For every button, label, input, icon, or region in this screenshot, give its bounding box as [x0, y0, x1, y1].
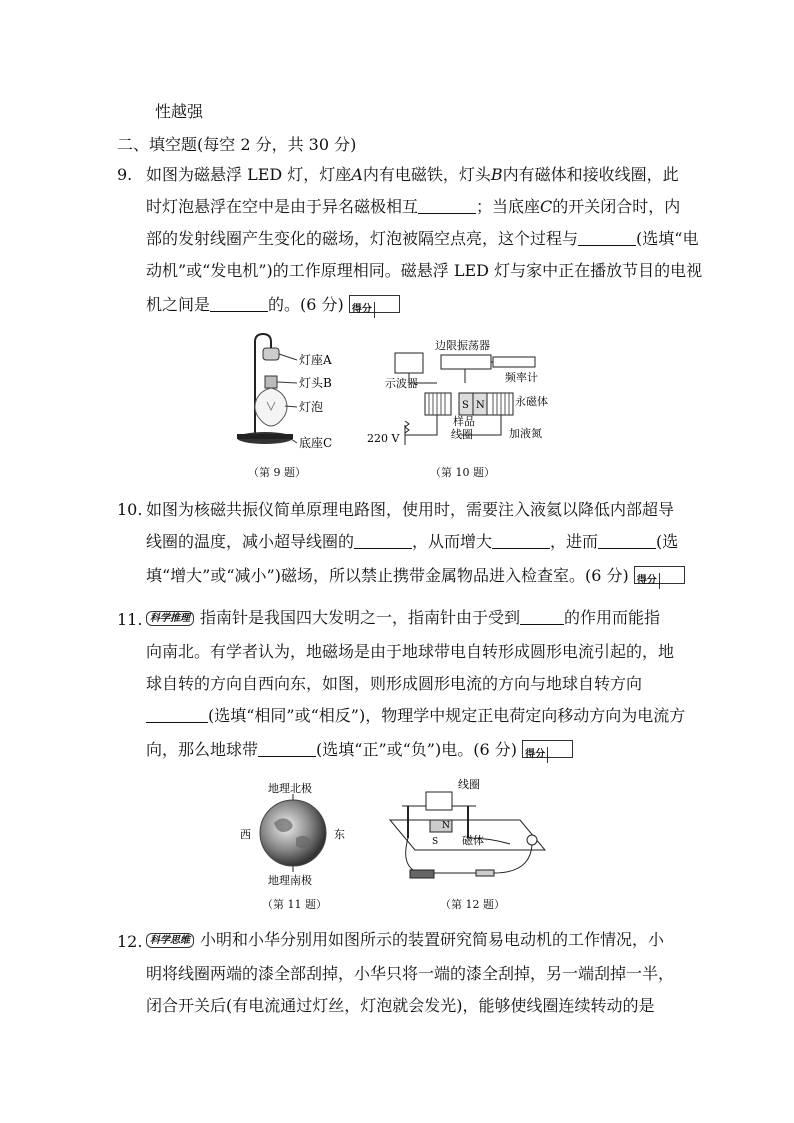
label-s-pole: S — [462, 400, 469, 411]
answer-blank[interactable] — [492, 534, 550, 549]
figure-9-lamp — [225, 330, 355, 455]
tag-science-thinking: 科学思维 — [146, 933, 194, 948]
q11-number: 11. — [117, 610, 143, 629]
label-frequency-meter: 频率计 — [505, 371, 538, 384]
label-voltage: 220 V — [367, 432, 400, 445]
label-magnet: 永磁体 — [515, 395, 548, 408]
answer-blank[interactable] — [210, 297, 268, 312]
label-bulb: 灯泡 — [299, 400, 324, 414]
label-geo-south: 地理南极 — [268, 874, 312, 887]
figure-12-motor — [380, 778, 560, 888]
label-sample: 样品 — [453, 415, 475, 428]
answer-blank[interactable] — [146, 708, 208, 723]
score-box[interactable]: 得分 — [634, 566, 685, 584]
label-oscilloscope: 示波器 — [385, 377, 418, 390]
section-title: 二、填空题(每空 2 分，共 30 分) — [117, 135, 357, 154]
answer-blank[interactable] — [354, 534, 412, 549]
caption-fig9: （第 9 题） — [248, 466, 306, 479]
answer-blank[interactable] — [418, 199, 476, 214]
q9-number: 9. — [117, 165, 133, 184]
figure-10-nmr-circuit — [365, 335, 575, 455]
score-box[interactable]: 得分 — [522, 740, 573, 758]
label-oscillator: 边限振荡器 — [435, 339, 490, 352]
label-coil: 线圈 — [451, 428, 473, 441]
label-n-pole: N — [476, 400, 485, 411]
q10-number: 10. — [117, 500, 143, 519]
label-n-12: N — [442, 821, 450, 831]
answer-blank[interactable] — [520, 610, 564, 625]
caption-fig11: （第 11 题） — [262, 898, 327, 911]
score-box[interactable]: 得分 — [349, 295, 400, 313]
top-fragment: 性越强 — [155, 102, 204, 121]
label-lamp-head: 灯头B — [299, 376, 332, 390]
label-s-12: S — [432, 837, 439, 847]
label-west: 西 — [240, 828, 251, 841]
label-base: 底座C — [299, 436, 333, 450]
answer-blank[interactable] — [258, 742, 316, 757]
label-liquid-nitrogen: 加液氮 — [509, 427, 542, 440]
caption-fig10: （第 10 题） — [430, 466, 495, 479]
caption-fig12: （第 12 题） — [440, 898, 505, 911]
tag-science-reasoning: 科学推理 — [146, 611, 194, 626]
q12-number: 12. — [117, 932, 143, 951]
answer-blank[interactable] — [598, 534, 656, 549]
label-geo-north: 地理北极 — [268, 782, 312, 795]
answer-blank[interactable] — [578, 231, 636, 246]
label-lamp-seat: 灯座A — [299, 353, 332, 367]
label-east: 东 — [334, 828, 345, 841]
label-magnet-12: 磁体 — [462, 834, 484, 847]
figure-11-earth — [230, 778, 360, 888]
label-coil-12: 线圈 — [458, 778, 480, 791]
